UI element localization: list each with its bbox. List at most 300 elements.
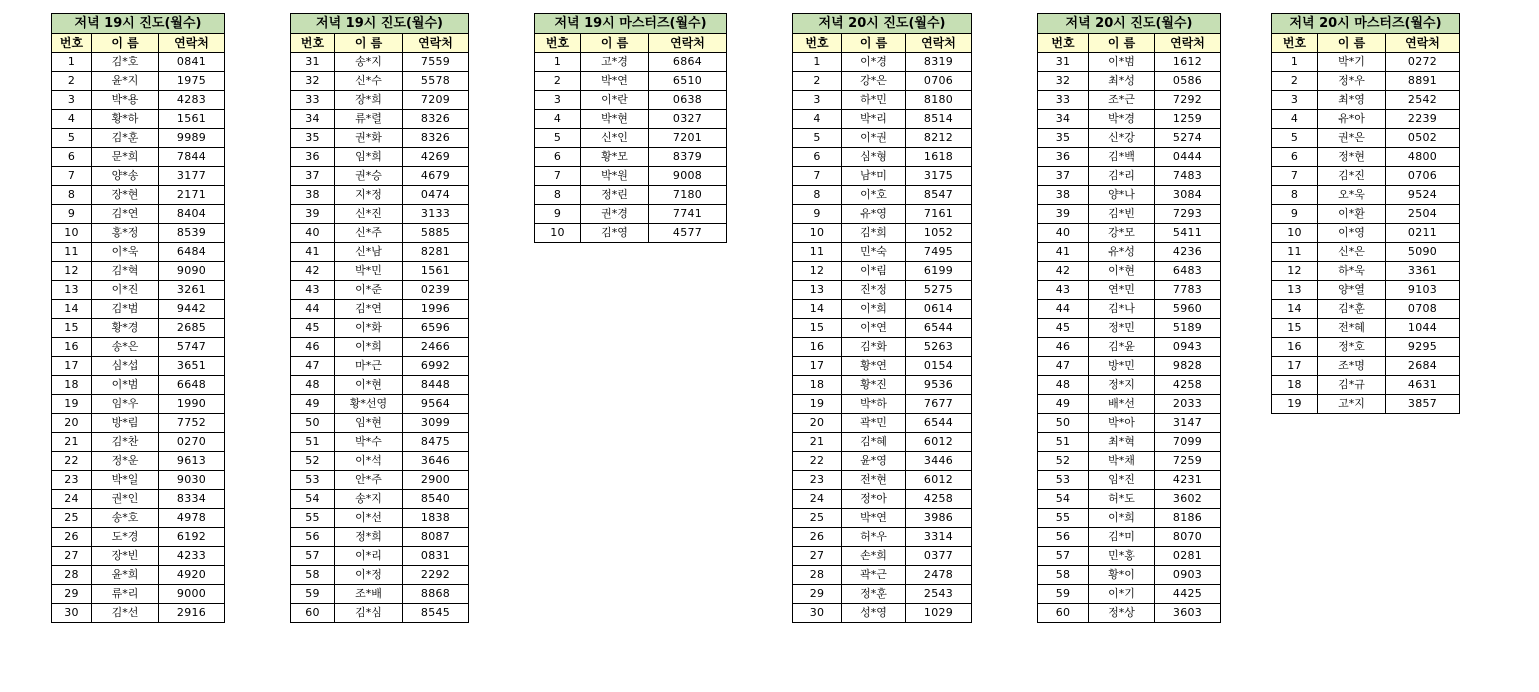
member-name: 정*현 [1318, 148, 1386, 167]
row-number: 3 [793, 91, 842, 110]
column-header-contact: 연락처 [159, 34, 225, 53]
contact-number: 2292 [403, 566, 469, 585]
contact-number: 4236 [1155, 243, 1221, 262]
member-name: 권*경 [581, 205, 649, 224]
contact-number: 4233 [159, 547, 225, 566]
column-header-name: 이 름 [1089, 34, 1155, 53]
contact-number: 8186 [1155, 509, 1221, 528]
member-name: 민*숙 [842, 243, 906, 262]
table-row [1038, 319, 1221, 338]
roster-table [1037, 13, 1221, 623]
member-name: 김*찬 [92, 433, 159, 452]
row-number: 9 [535, 205, 581, 224]
contact-number: 0154 [906, 357, 972, 376]
table-row [1272, 319, 1460, 338]
contact-number: 8070 [1155, 528, 1221, 547]
table-row [1038, 471, 1221, 490]
row-number: 15 [793, 319, 842, 338]
table-row [1038, 186, 1221, 205]
contact-number: 4679 [403, 167, 469, 186]
table-row [52, 262, 225, 281]
row-number: 4 [1272, 110, 1318, 129]
table-row [535, 205, 727, 224]
table-row [535, 72, 727, 91]
contact-number: 3646 [403, 452, 469, 471]
contact-number: 0831 [403, 547, 469, 566]
member-name: 송*지 [335, 490, 403, 509]
contact-number: 9008 [649, 167, 727, 186]
member-name: 허*우 [842, 528, 906, 547]
contact-number: 2504 [1386, 205, 1460, 224]
table-row [291, 148, 469, 167]
row-number: 8 [52, 186, 92, 205]
table-title: 저녁 20시 마스터즈(월수) [1272, 14, 1460, 34]
contact-number: 6864 [649, 53, 727, 72]
row-number: 39 [291, 205, 335, 224]
contact-number: 0502 [1386, 129, 1460, 148]
contact-number: 7099 [1155, 433, 1221, 452]
contact-number: 4258 [906, 490, 972, 509]
column-header-number: 번호 [291, 34, 335, 53]
table-row [793, 300, 972, 319]
row-number: 26 [793, 528, 842, 547]
table-row [535, 167, 727, 186]
member-name: 신*주 [335, 224, 403, 243]
table-row [291, 395, 469, 414]
member-name: 정*훈 [842, 585, 906, 604]
member-name: 정*운 [92, 452, 159, 471]
row-number: 47 [1038, 357, 1089, 376]
contact-number: 0327 [649, 110, 727, 129]
row-number: 8 [535, 186, 581, 205]
row-number: 25 [793, 509, 842, 528]
table-row [1272, 262, 1460, 281]
member-name: 문*희 [92, 148, 159, 167]
column-header-name: 이 름 [842, 34, 906, 53]
member-name: 진*정 [842, 281, 906, 300]
roster-table [51, 13, 225, 623]
contact-number: 1052 [906, 224, 972, 243]
contact-number: 7201 [649, 129, 727, 148]
member-name: 이*석 [335, 452, 403, 471]
row-number: 3 [52, 91, 92, 110]
row-number: 31 [291, 53, 335, 72]
row-number: 7 [1272, 167, 1318, 186]
member-name: 김*훈 [1318, 300, 1386, 319]
table-row [793, 566, 972, 585]
contact-number: 8448 [403, 376, 469, 395]
row-number: 28 [793, 566, 842, 585]
member-name: 장*현 [92, 186, 159, 205]
row-number: 14 [52, 300, 92, 319]
member-name: 김*선 [92, 604, 159, 623]
contact-number: 8087 [403, 528, 469, 547]
contact-number: 3261 [159, 281, 225, 300]
contact-number: 1618 [906, 148, 972, 167]
contact-number: 5189 [1155, 319, 1221, 338]
table-row [1038, 547, 1221, 566]
contact-number: 2542 [1386, 91, 1460, 110]
row-number: 5 [535, 129, 581, 148]
member-name: 정*상 [1089, 604, 1155, 623]
contact-number: 7292 [1155, 91, 1221, 110]
contact-number: 4258 [1155, 376, 1221, 395]
row-number: 4 [52, 110, 92, 129]
member-name: 도*경 [92, 528, 159, 547]
row-number: 37 [1038, 167, 1089, 186]
row-number: 41 [291, 243, 335, 262]
member-name: 김*윤 [1089, 338, 1155, 357]
contact-number: 8539 [159, 224, 225, 243]
table-row [291, 91, 469, 110]
table-row [1272, 224, 1460, 243]
member-name: 이*선 [335, 509, 403, 528]
roster-table [290, 13, 469, 623]
row-number: 18 [793, 376, 842, 395]
contact-number: 8404 [159, 205, 225, 224]
table-row [52, 509, 225, 528]
table-row [793, 490, 972, 509]
row-number: 16 [52, 338, 92, 357]
row-number: 38 [291, 186, 335, 205]
table-row [793, 452, 972, 471]
table-row [793, 471, 972, 490]
member-name: 신*인 [581, 129, 649, 148]
table-row [291, 110, 469, 129]
row-number: 49 [1038, 395, 1089, 414]
table-row [1038, 205, 1221, 224]
member-name: 유*영 [842, 205, 906, 224]
row-number: 27 [52, 547, 92, 566]
table-row [52, 186, 225, 205]
row-number: 52 [1038, 452, 1089, 471]
table-row [793, 167, 972, 186]
table-row [291, 414, 469, 433]
member-name: 황*하 [92, 110, 159, 129]
row-number: 44 [1038, 300, 1089, 319]
table-row [1272, 91, 1460, 110]
table-title: 저녁 19시 마스터즈(월수) [535, 14, 727, 34]
row-number: 40 [291, 224, 335, 243]
member-name: 김*진 [1318, 167, 1386, 186]
table-row [1038, 148, 1221, 167]
table-row [52, 281, 225, 300]
member-name: 신*남 [335, 243, 403, 262]
row-number: 6 [1272, 148, 1318, 167]
row-number: 23 [793, 471, 842, 490]
row-number: 34 [291, 110, 335, 129]
member-name: 최*혁 [1089, 433, 1155, 452]
contact-number: 1029 [906, 604, 972, 623]
contact-number: 3133 [403, 205, 469, 224]
column-header-name: 이 름 [92, 34, 159, 53]
member-name: 김*연 [92, 205, 159, 224]
table-row [52, 148, 225, 167]
table-row [535, 186, 727, 205]
member-name: 박*하 [842, 395, 906, 414]
row-number: 41 [1038, 243, 1089, 262]
table-row [52, 205, 225, 224]
contact-number: 6192 [159, 528, 225, 547]
contact-number: 4920 [159, 566, 225, 585]
column-header-contact: 연락처 [1155, 34, 1221, 53]
table-row [1038, 300, 1221, 319]
member-name: 황*선영 [335, 395, 403, 414]
table-row [52, 490, 225, 509]
row-number: 59 [1038, 585, 1089, 604]
member-name: 정*호 [1318, 338, 1386, 357]
member-name: 양*나 [1089, 186, 1155, 205]
table-row [793, 604, 972, 623]
table-row [1272, 148, 1460, 167]
row-number: 54 [291, 490, 335, 509]
contact-number: 8379 [649, 148, 727, 167]
row-number: 24 [793, 490, 842, 509]
header-row [291, 34, 469, 53]
contact-number: 7180 [649, 186, 727, 205]
table-row [793, 338, 972, 357]
contact-number: 8334 [159, 490, 225, 509]
table-row [291, 281, 469, 300]
table-row [1038, 53, 1221, 72]
contact-number: 1990 [159, 395, 225, 414]
contact-number: 5885 [403, 224, 469, 243]
contact-number: 2916 [159, 604, 225, 623]
contact-number: 6012 [906, 471, 972, 490]
member-name: 김*훈 [92, 129, 159, 148]
member-name: 박*기 [1318, 53, 1386, 72]
member-name: 권*은 [1318, 129, 1386, 148]
header-row [52, 34, 225, 53]
contact-number: 8319 [906, 53, 972, 72]
table-row [1272, 281, 1460, 300]
row-number: 58 [291, 566, 335, 585]
table-row [1272, 72, 1460, 91]
row-number: 31 [1038, 53, 1089, 72]
contact-number: 9030 [159, 471, 225, 490]
table-row [1038, 452, 1221, 471]
table-row [291, 376, 469, 395]
row-number: 48 [291, 376, 335, 395]
row-number: 29 [793, 585, 842, 604]
member-name: 윤*지 [92, 72, 159, 91]
row-number: 2 [535, 72, 581, 91]
member-name: 임*희 [335, 148, 403, 167]
member-name: 송*은 [92, 338, 159, 357]
contact-number: 8891 [1386, 72, 1460, 91]
table-row [52, 566, 225, 585]
member-name: 황*경 [92, 319, 159, 338]
row-number: 10 [535, 224, 581, 243]
table-row [793, 129, 972, 148]
member-name: 심*섭 [92, 357, 159, 376]
contact-number: 9536 [906, 376, 972, 395]
contact-number: 0272 [1386, 53, 1460, 72]
contact-number: 1259 [1155, 110, 1221, 129]
row-number: 4 [535, 110, 581, 129]
contact-number: 4283 [159, 91, 225, 110]
member-name: 유*성 [1089, 243, 1155, 262]
member-name: 정*지 [1089, 376, 1155, 395]
member-name: 김*호 [92, 53, 159, 72]
column-header-contact: 연락처 [1386, 34, 1460, 53]
table-row [291, 338, 469, 357]
row-number: 24 [52, 490, 92, 509]
member-name: 이*정 [335, 566, 403, 585]
table-row [1038, 395, 1221, 414]
contact-number: 4631 [1386, 376, 1460, 395]
member-name: 박*원 [581, 167, 649, 186]
row-number: 10 [52, 224, 92, 243]
row-number: 30 [52, 604, 92, 623]
contact-number: 7495 [906, 243, 972, 262]
column-header-contact: 연락처 [906, 34, 972, 53]
row-number: 57 [1038, 547, 1089, 566]
table-row [535, 91, 727, 110]
table-row [52, 452, 225, 471]
member-name: 정*우 [1318, 72, 1386, 91]
table-row [535, 53, 727, 72]
row-number: 45 [291, 319, 335, 338]
column-header-number: 번호 [1038, 34, 1089, 53]
table-row [52, 528, 225, 547]
member-name: 장*희 [335, 91, 403, 110]
contact-number: 1975 [159, 72, 225, 91]
member-name: 김*영 [581, 224, 649, 243]
contact-number: 0706 [1386, 167, 1460, 186]
table-row [52, 300, 225, 319]
row-number: 1 [535, 53, 581, 72]
contact-number: 6483 [1155, 262, 1221, 281]
member-name: 이*림 [842, 262, 906, 281]
table-row [793, 91, 972, 110]
row-number: 35 [1038, 129, 1089, 148]
member-name: 장*빈 [92, 547, 159, 566]
member-name: 김*리 [1089, 167, 1155, 186]
member-name: 권*인 [92, 490, 159, 509]
table-row [1038, 604, 1221, 623]
column-header-number: 번호 [1272, 34, 1318, 53]
member-name: 손*희 [842, 547, 906, 566]
row-number: 57 [291, 547, 335, 566]
contact-number: 7259 [1155, 452, 1221, 471]
table-row [535, 110, 727, 129]
member-name: 최*성 [1089, 72, 1155, 91]
contact-number: 2685 [159, 319, 225, 338]
table-row [1038, 490, 1221, 509]
table-row [291, 452, 469, 471]
contact-number: 8180 [906, 91, 972, 110]
contact-number: 5263 [906, 338, 972, 357]
row-number: 19 [1272, 395, 1318, 414]
member-name: 박*연 [581, 72, 649, 91]
contact-number: 9103 [1386, 281, 1460, 300]
row-number: 18 [52, 376, 92, 395]
contact-number: 5275 [906, 281, 972, 300]
table-row [1038, 585, 1221, 604]
table-row [1038, 509, 1221, 528]
row-number: 20 [793, 414, 842, 433]
contact-number: 4231 [1155, 471, 1221, 490]
table-row [535, 224, 727, 243]
row-number: 16 [793, 338, 842, 357]
row-number: 49 [291, 395, 335, 414]
row-number: 56 [1038, 528, 1089, 547]
table-row [291, 243, 469, 262]
row-number: 7 [52, 167, 92, 186]
contact-number: 5274 [1155, 129, 1221, 148]
row-number: 36 [1038, 148, 1089, 167]
row-number: 53 [1038, 471, 1089, 490]
contact-number: 3651 [159, 357, 225, 376]
contact-number: 0903 [1155, 566, 1221, 585]
row-number: 33 [1038, 91, 1089, 110]
row-number: 28 [52, 566, 92, 585]
member-name: 배*선 [1089, 395, 1155, 414]
member-name: 허*도 [1089, 490, 1155, 509]
member-name: 김*나 [1089, 300, 1155, 319]
member-name: 김*희 [842, 224, 906, 243]
table-row [291, 167, 469, 186]
table-row [793, 585, 972, 604]
contact-number: 2684 [1386, 357, 1460, 376]
table-row [793, 53, 972, 72]
member-name: 권*화 [335, 129, 403, 148]
contact-number: 0638 [649, 91, 727, 110]
contact-number: 3084 [1155, 186, 1221, 205]
header-row [1272, 34, 1460, 53]
member-name: 양*열 [1318, 281, 1386, 300]
member-name: 신*은 [1318, 243, 1386, 262]
table-row [793, 186, 972, 205]
table-row [1272, 300, 1460, 319]
row-number: 12 [793, 262, 842, 281]
row-number: 11 [52, 243, 92, 262]
contact-number: 7209 [403, 91, 469, 110]
table-title: 저녁 20시 진도(월수) [1038, 14, 1221, 34]
table-row [1272, 205, 1460, 224]
contact-number: 7559 [403, 53, 469, 72]
row-number: 19 [52, 395, 92, 414]
row-number: 16 [1272, 338, 1318, 357]
contact-number: 9828 [1155, 357, 1221, 376]
table-row [1038, 129, 1221, 148]
table-row [535, 129, 727, 148]
row-number: 56 [291, 528, 335, 547]
row-number: 46 [1038, 338, 1089, 357]
contact-number: 8212 [906, 129, 972, 148]
contact-number: 7741 [649, 205, 727, 224]
table-row [291, 300, 469, 319]
contact-number: 9090 [159, 262, 225, 281]
contact-number: 3446 [906, 452, 972, 471]
member-name: 이*진 [92, 281, 159, 300]
member-name: 김*백 [1089, 148, 1155, 167]
member-name: 송*호 [92, 509, 159, 528]
contact-number: 9442 [159, 300, 225, 319]
contact-number: 1044 [1386, 319, 1460, 338]
row-number: 14 [793, 300, 842, 319]
row-number: 32 [1038, 72, 1089, 91]
table-row [52, 224, 225, 243]
row-number: 22 [52, 452, 92, 471]
member-name: 박*리 [842, 110, 906, 129]
member-name: 김*범 [92, 300, 159, 319]
row-number: 29 [52, 585, 92, 604]
contact-number: 0586 [1155, 72, 1221, 91]
column-header-number: 번호 [535, 34, 581, 53]
row-number: 58 [1038, 566, 1089, 585]
